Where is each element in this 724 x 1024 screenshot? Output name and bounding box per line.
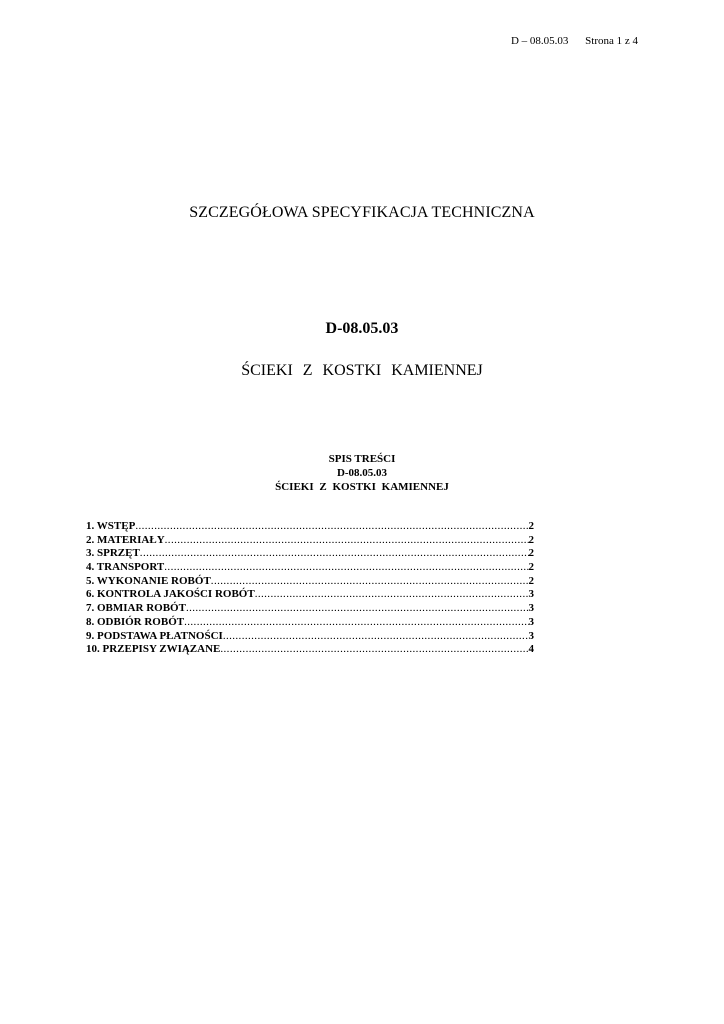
toc-code: D-08.05.03: [336, 467, 388, 479]
toc-item[interactable]: [86, 520, 534, 534]
toc-item-label: 9. PODSTAWA PŁATNOŚCI: [86, 629, 223, 642]
toc-leader-dots: [140, 547, 529, 561]
toc-item-page: 3: [528, 615, 534, 628]
toc-item[interactable]: [86, 588, 534, 602]
toc-leader-dots: [165, 534, 529, 548]
toc-item[interactable]: [86, 630, 534, 644]
toc-name: ŚCIEKI Z KOSTKI KAMIENNEJ: [275, 481, 449, 493]
toc-item-page: 3: [528, 588, 534, 601]
toc-item-page: 2: [528, 547, 534, 560]
toc-leader-dots: [211, 575, 529, 589]
header-doc-code: D – 08.05.03: [510, 35, 569, 47]
toc-item-label: 5. WYKONANIE ROBÓT: [86, 574, 211, 587]
header-page-info: Strona 1 z 4: [585, 35, 638, 47]
table-of-contents: [86, 520, 534, 657]
toc-leader-dots: [184, 616, 528, 630]
document-title: SZCZEGÓŁOWA SPECYFIKACJA TECHNICZNA: [189, 204, 535, 221]
toc-item-label: 7. OBMIAR ROBÓT: [86, 602, 186, 615]
toc-item-page: 2: [528, 574, 534, 587]
spec-code: D-08.05.03: [325, 320, 399, 337]
toc-heading-block: [0, 452, 724, 494]
toc-leader-dots: [220, 643, 528, 657]
toc-heading: SPIS TREŚCI: [328, 453, 396, 465]
toc-leader-dots: [223, 630, 529, 644]
toc-item-label: 1. WSTĘP: [86, 520, 136, 532]
toc-item[interactable]: [86, 547, 534, 561]
toc-item-page: 3: [528, 602, 534, 615]
toc-leader-dots: [255, 588, 529, 602]
toc-item-label: 8. ODBIÓR ROBÓT: [86, 615, 185, 628]
toc-item-page: 4: [528, 643, 534, 656]
toc-item-page: 3: [528, 629, 534, 642]
toc-leader-dots: [135, 520, 528, 534]
toc-item-label: 3. SPRZĘT: [86, 547, 140, 560]
toc-item-label: 10. PRZEPISY ZWIĄZANE: [86, 643, 221, 656]
toc-item-label: 4. TRANSPORT: [86, 561, 165, 574]
toc-item[interactable]: [86, 534, 534, 548]
toc-item[interactable]: [86, 575, 534, 589]
toc-leader-dots: [186, 602, 529, 616]
page-header: [511, 35, 638, 47]
toc-item-label: 2. MATERIAŁY: [86, 533, 165, 546]
toc-item[interactable]: [86, 616, 534, 630]
spec-name: ŚCIEKI Z KOSTKI KAMIENNEJ: [241, 362, 483, 379]
toc-item[interactable]: [86, 602, 534, 616]
toc-item-page: 2: [528, 561, 534, 574]
toc-item-label: 6. KONTROLA JAKOŚCI ROBÓT: [86, 588, 255, 601]
toc-item[interactable]: [86, 643, 534, 657]
toc-item[interactable]: [86, 561, 534, 575]
toc-item-page: 2: [528, 533, 534, 546]
toc-leader-dots: [164, 561, 528, 575]
toc-item-page: 2: [528, 520, 534, 532]
